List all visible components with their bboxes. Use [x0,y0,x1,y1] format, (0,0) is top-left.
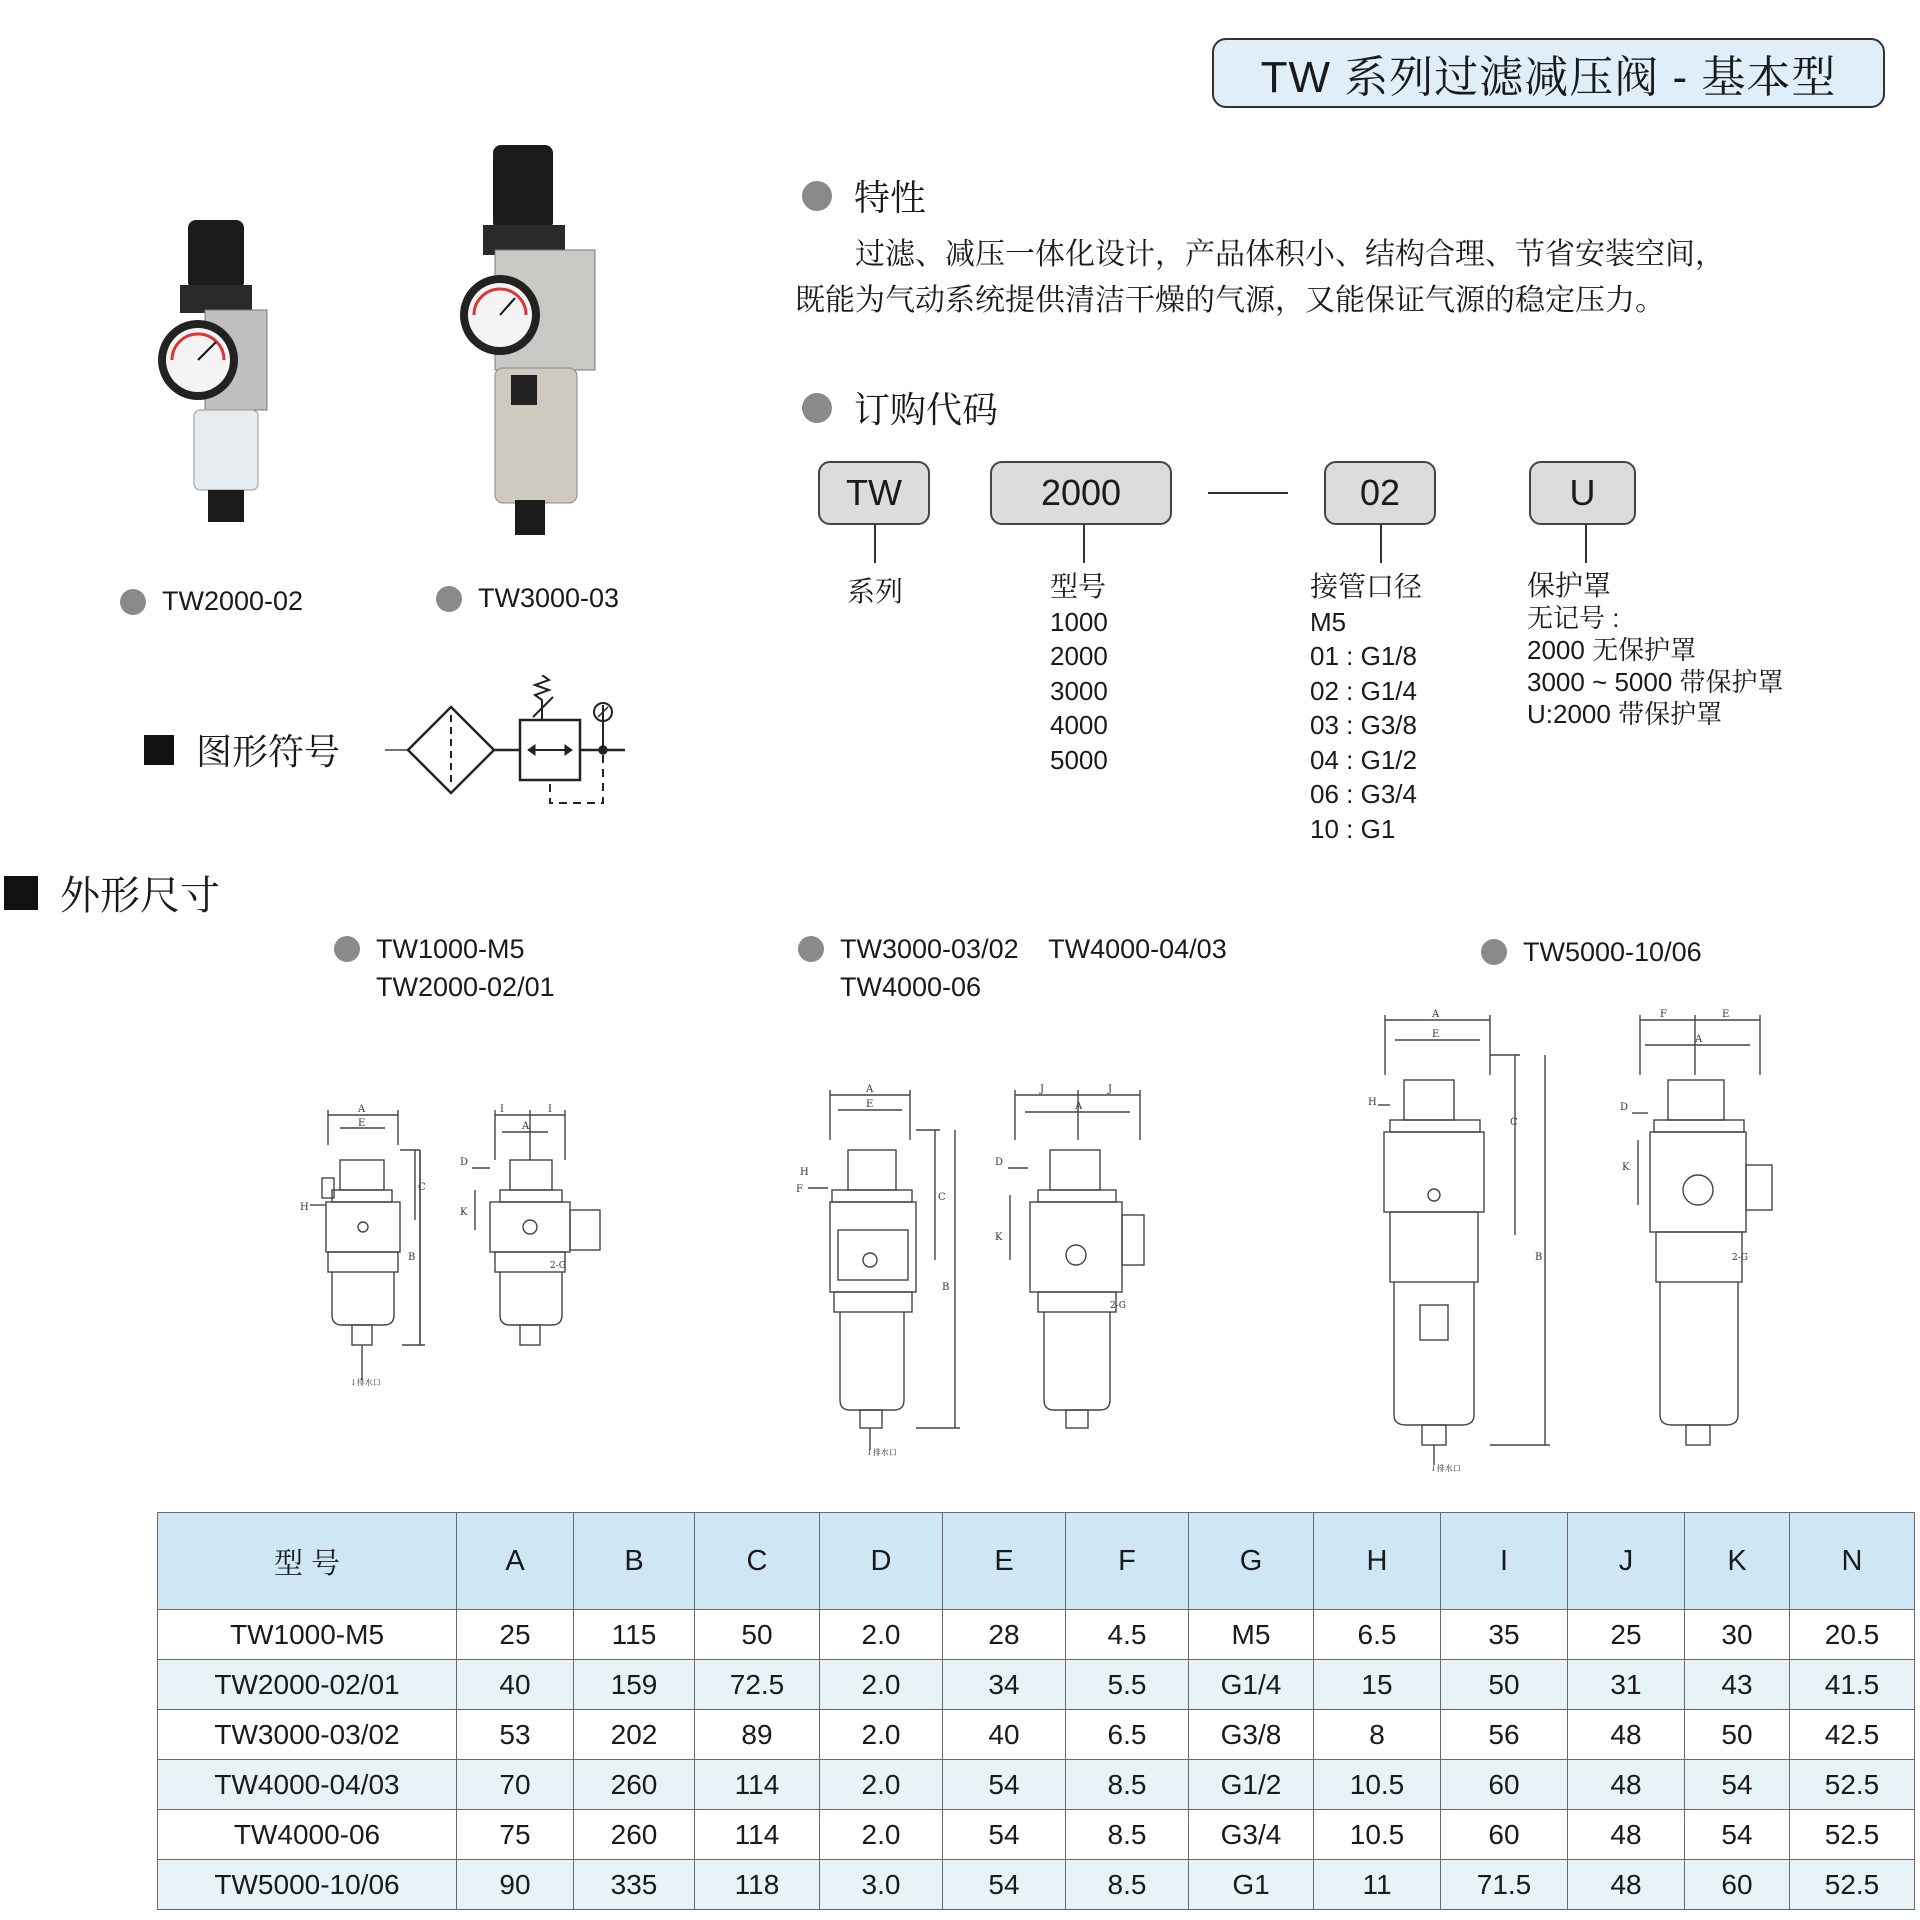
cell-model: TW4000-06 [158,1810,457,1860]
product-caption-tw2000 [120,586,303,617]
col-header-g: G [1189,1513,1314,1610]
svg-text:C: C [418,1182,426,1193]
cell: 115 [574,1610,695,1660]
ordering-heading-label: 订购代码 [854,389,999,430]
model-option: 4000 [1050,710,1108,740]
col-header-e: E [943,1513,1066,1610]
product-photo-tw3000 [455,140,605,540]
table-row [158,1810,1915,1860]
cell: 72.5 [695,1660,820,1710]
model-option: 2000 [1050,641,1108,671]
product-caption-tw3000 [436,583,619,614]
cell: 335 [574,1860,695,1910]
symbol-heading-label: 图形符号 [196,731,341,772]
cell: 20.5 [1790,1610,1915,1660]
cell: G3/8 [1189,1710,1314,1760]
port-option: M5 [1310,606,1347,637]
cell: 114 [695,1810,820,1860]
port-option: 10 : G1 [1310,813,1396,844]
svg-text:C: C [938,1192,946,1203]
cell: 56 [1441,1710,1568,1760]
bullet-dot [436,586,462,612]
cell: 90 [457,1860,574,1910]
square-bullet [4,876,38,910]
svg-text:E: E [866,1099,874,1110]
port-option: 03 : G3/8 [1310,710,1417,740]
svg-text:I: I [500,1104,504,1115]
col-header-n: N [1790,1513,1915,1610]
features-text [795,232,1875,324]
table-row [158,1860,1915,1910]
cell: 71.5 [1441,1860,1568,1910]
code-box-port: 02 [1324,461,1436,525]
col-header-i: I [1441,1513,1568,1610]
cell: 8.5 [1066,1760,1189,1810]
col-header-a: A [457,1513,574,1610]
cell: 5.5 [1066,1660,1189,1710]
svg-text:A: A [1695,1034,1703,1045]
cell: 2.0 [820,1810,943,1860]
cell: 25 [457,1610,574,1660]
svg-text:K: K [460,1207,468,1218]
table-row [158,1760,1915,1810]
code-leader-series [874,525,876,563]
cell: 40 [457,1660,574,1710]
cell: 8.5 [1066,1810,1189,1860]
cell: 30 [1685,1610,1790,1660]
cell: 54 [943,1760,1066,1810]
cell: 70 [457,1760,574,1810]
svg-text:↓排水口: ↓排水口 [350,1378,381,1387]
cell: 48 [1568,1760,1685,1810]
svg-text:A: A [358,1104,366,1115]
features-heading-label: 特性 [854,177,927,218]
model-option: 3000 [1050,675,1108,706]
cell: 4.5 [1066,1610,1189,1660]
svg-text:A: A [866,1084,874,1095]
col-header-h: H [1314,1513,1441,1610]
svg-text:2-G: 2-G [550,1261,566,1271]
cell: 11 [1314,1860,1441,1910]
col-header-model: 型 号 [158,1513,457,1610]
code-dash [1208,492,1288,494]
product-caption-label: TW3000-03 [478,583,620,613]
bullet-dot [1481,939,1507,965]
dimension-drawing-tw3000-tw4000 [790,1080,1170,1460]
cell: 2.0 [820,1610,943,1660]
cell: 50 [1441,1660,1568,1710]
col-header-j: J [1568,1513,1685,1610]
cover-option: 3000 ~ 5000 带保护罩 [1527,667,1784,697]
pneumatic-symbol [385,675,625,815]
svg-text:A: A [522,1121,530,1132]
svg-text:B: B [942,1282,950,1293]
svg-text:H: H [300,1202,309,1213]
dim-group-2-line2: TW4000-06 [840,972,982,1002]
cell: 15 [1314,1660,1441,1710]
model-option: 1000 [1050,606,1108,637]
dim-group-2-line1: TW3000-03/02 TW4000-04/03 [840,934,1227,964]
cell: 54 [943,1810,1066,1860]
cell: 60 [1685,1860,1790,1910]
features-line-1: 过滤、减压一体化设计，产品体积小、结构合理、节省安装空间， [855,238,1725,271]
svg-text:↓排水口: ↓排水口 [1430,1464,1461,1473]
svg-text:A: A [1432,1009,1440,1020]
cell: 8 [1314,1710,1441,1760]
code-box-series: TW [818,461,930,525]
cover-options [1527,570,1784,730]
cell: M5 [1189,1610,1314,1660]
cell: 52.5 [1790,1760,1915,1810]
page-title: TW 系列过滤减压阀 - 基本型 [1212,38,1885,108]
svg-text:K: K [995,1232,1003,1243]
cell: 54 [1685,1810,1790,1860]
col-header-f: F [1066,1513,1189,1610]
svg-text:A: A [1075,1101,1083,1112]
dimension-drawing-tw5000 [1360,1005,1790,1475]
dim-group-1-line1: TW1000-M5 [376,934,525,964]
table-row [158,1660,1915,1710]
cell: 8.5 [1066,1860,1189,1910]
cell: 52.5 [1790,1810,1915,1860]
cell: 10.5 [1314,1810,1441,1860]
product-photo-tw2000 [150,210,280,530]
svg-text:J: J [1040,1084,1045,1095]
dim-group-3-line1: TW5000-10/06 [1523,937,1702,967]
product-caption-label: TW2000-02 [162,586,304,616]
col-header-k: K [1685,1513,1790,1610]
dim-group-3 [1481,933,1702,971]
cell: 60 [1441,1760,1568,1810]
svg-text:E: E [1432,1029,1440,1040]
cell: 43 [1685,1660,1790,1710]
cell-model: TW4000-04/03 [158,1760,457,1810]
svg-text:K: K [1622,1162,1630,1173]
dimensions-heading [4,864,220,921]
bullet-dot [798,936,824,962]
port-option: 04 : G1/2 [1310,744,1417,775]
cell: G1/4 [1189,1660,1314,1710]
cell: G1 [1189,1860,1314,1910]
features-heading [802,170,926,221]
svg-text:H: H [800,1167,809,1178]
svg-text:2-G: 2-G [1732,1253,1748,1263]
cell-model: TW1000-M5 [158,1610,457,1660]
svg-text:D: D [995,1157,1004,1168]
port-option: 01 : G1/8 [1310,641,1417,671]
cell: 42.5 [1790,1710,1915,1760]
cell: 50 [695,1610,820,1660]
cell: 48 [1568,1710,1685,1760]
cell: 2.0 [820,1660,943,1710]
cell: 6.5 [1066,1710,1189,1760]
svg-text:F: F [1660,1009,1667,1020]
bullet-dot [120,589,146,615]
cell: 52.5 [1790,1860,1915,1910]
cell: 114 [695,1760,820,1810]
model-options [1050,570,1108,777]
code-leader-model [1083,525,1085,563]
cell: 54 [943,1860,1066,1910]
port-options [1310,570,1422,846]
cell: 10.5 [1314,1760,1441,1810]
cell: 25 [1568,1610,1685,1660]
svg-text:D: D [1620,1102,1629,1113]
code-leader-cover [1585,525,1587,563]
cover-label: 保护罩 [1527,570,1612,601]
cell: 54 [1685,1760,1790,1810]
bullet-dot [802,393,832,423]
svg-text:E: E [358,1118,366,1129]
col-header-d: D [820,1513,943,1610]
cell: 75 [457,1810,574,1860]
table-header-row [158,1513,1915,1610]
cell: 35 [1441,1610,1568,1660]
cell: 53 [457,1710,574,1760]
cell: 31 [1568,1660,1685,1710]
cell: G3/4 [1189,1810,1314,1860]
symbol-heading [144,724,340,775]
svg-text:H: H [1368,1097,1377,1108]
col-header-c: C [695,1513,820,1610]
cell: 3.0 [820,1860,943,1910]
bullet-dot [802,181,832,211]
cell: G1/2 [1189,1760,1314,1810]
table-row [158,1610,1915,1660]
cell: 202 [574,1710,695,1760]
cell: 159 [574,1660,695,1710]
cell: 89 [695,1710,820,1760]
code-box-model: 2000 [990,461,1172,525]
square-bullet [144,735,174,765]
cell-model: TW3000-03/02 [158,1710,457,1760]
dimensions-heading-label: 外形尺寸 [60,874,220,918]
bullet-dot [334,936,360,962]
port-option: 02 : G1/4 [1310,675,1417,706]
svg-text:B: B [408,1252,416,1263]
cell: 40 [943,1710,1066,1760]
dim-group-1 [334,930,555,1006]
cell: 41.5 [1790,1660,1915,1710]
port-label: 接管口径 [1310,571,1423,602]
svg-text:J: J [1108,1084,1113,1095]
cover-option: 无记号 : [1527,603,1620,633]
cell-model: TW5000-10/06 [158,1860,457,1910]
cell-model: TW2000-02/01 [158,1660,457,1710]
col-header-b: B [574,1513,695,1610]
code-box-cover: U [1529,461,1636,525]
dimension-drawing-tw1000-tw2000 [290,1100,610,1390]
cell: 60 [1441,1810,1568,1860]
svg-text:I: I [548,1104,552,1115]
ordering-heading [802,382,998,433]
svg-text:D: D [460,1157,469,1168]
svg-text:E: E [1722,1009,1730,1020]
model-label: 型号 [1050,571,1107,602]
dim-group-1-line2: TW2000-02/01 [376,972,555,1002]
features-line-2: 既能为气动系统提供清洁干燥的气源，又能保证气源的稳定压力。 [795,284,1665,317]
cell: 34 [943,1660,1066,1710]
cell: 2.0 [820,1760,943,1810]
svg-text:2-G: 2-G [1110,1301,1126,1311]
cell: 48 [1568,1860,1685,1910]
dim-group-2 [798,930,1227,1006]
cell: 260 [574,1760,695,1810]
model-option: 5000 [1050,744,1108,775]
dimension-table [157,1512,1915,1910]
code-leader-port [1380,525,1382,563]
svg-text:B: B [1535,1252,1543,1263]
cover-option: U:2000 带保护罩 [1527,699,1723,729]
cell: 260 [574,1810,695,1860]
svg-text:C: C [1510,1117,1518,1128]
svg-text:F: F [796,1184,803,1195]
table-row [158,1710,1915,1760]
series-label: 系列 [847,576,904,607]
cover-option: 2000 无保护罩 [1527,635,1697,665]
cell: 28 [943,1610,1066,1660]
cell: 50 [1685,1710,1790,1760]
cell: 118 [695,1860,820,1910]
cell: 2.0 [820,1710,943,1760]
svg-text:↓排水口: ↓排水口 [866,1448,897,1457]
cell: 6.5 [1314,1610,1441,1660]
cell: 48 [1568,1810,1685,1860]
port-option: 06 : G3/4 [1310,779,1417,809]
